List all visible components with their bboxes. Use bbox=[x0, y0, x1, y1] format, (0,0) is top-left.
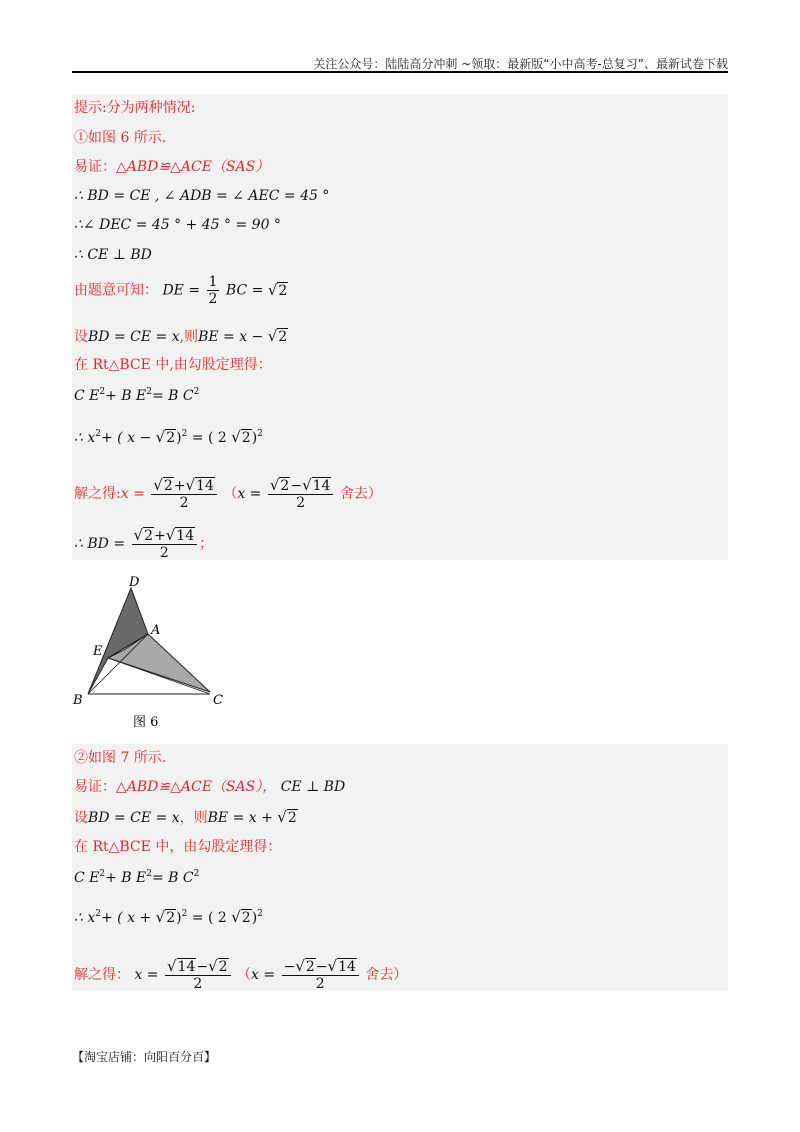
sqrt-two: √2 bbox=[155, 428, 176, 446]
case2-title: ②如图 7 所示. bbox=[74, 750, 167, 766]
root-fraction-positive: $\frac{√2+√14}{2}$ bbox=[151, 477, 217, 511]
denominator: 2 bbox=[208, 291, 218, 307]
case2-let-line: 设BD = CE = x，则BE = x + √2 bbox=[74, 808, 297, 826]
equation-text: BD = CE = x bbox=[88, 329, 180, 345]
case2-equation: ∴ $x^2+$ ( x + √2)$^2$ = ( 2 √2)$^2$ bbox=[74, 908, 263, 926]
equation-text: ∴ CE ⊥ BD bbox=[74, 247, 152, 263]
case1-pythagoras-intro: 在 Rt△BCE 中,由勾股定理得： bbox=[74, 357, 272, 373]
hint-line: 提示:分为两种情况: bbox=[74, 100, 196, 116]
then-label: ,则 bbox=[179, 329, 199, 345]
page-header: 关注公众号：陆陆高分冲刺 ~领取：最新版“小中高考-总复习”、最新试卷下载 bbox=[313, 57, 728, 71]
numerator: 1 bbox=[208, 274, 218, 290]
sqrt-two: √2 bbox=[267, 280, 288, 299]
prove-label: 易证： bbox=[74, 159, 116, 175]
root-fraction-positive: $\frac{√14-√2}{2}$ bbox=[165, 958, 231, 992]
root-fraction-negative: $\frac{√2-√14}{2}$ bbox=[268, 477, 334, 511]
triangle-diagram bbox=[72, 574, 224, 730]
label-e: E bbox=[93, 644, 103, 659]
header-rule bbox=[72, 71, 728, 73]
equation-text: ∴ BD = CE , ∠ ADB = ∠ AEC = 45 ° bbox=[74, 188, 330, 204]
solve-label: 解之得: bbox=[74, 486, 121, 502]
figure-6 bbox=[72, 574, 224, 730]
case1-equation: ∴ $x^2+$ ( x − √2)$^2$ = ( 2 √2)$^2$ bbox=[74, 428, 263, 446]
equation-text: BE = x − bbox=[198, 329, 264, 345]
case2-pythagoras-formula: C $E^2+ B$ $E^2= B$ $C^2$ bbox=[74, 869, 200, 886]
answer-fraction: $\frac{√2+√14}{2}$ bbox=[132, 527, 198, 561]
given-label: 由题意可知： bbox=[74, 282, 158, 299]
prove-expression: △ABD≌△ACE（SAS） bbox=[116, 159, 270, 175]
fraction-half bbox=[207, 274, 220, 307]
label-c: C bbox=[213, 693, 223, 708]
case1-let-line bbox=[74, 326, 288, 347]
case2-prove-line: 易证：△ABD≌△ACE（SAS）， CE ⊥ BD bbox=[74, 779, 346, 795]
case1-title: ①如图 6 所示. bbox=[74, 130, 167, 146]
equation-text: DE = bbox=[162, 282, 201, 299]
figure-caption: 图 6 bbox=[133, 715, 159, 730]
case2-solution-line: 解之得： x = $\frac{√14-√2}{2}$ （x = $\frac{-√2-√14}{2}$ 舍去） bbox=[74, 957, 408, 992]
root-fraction-negative: $\frac{-√2-√14}{2}$ bbox=[282, 958, 359, 992]
radicand: 2 bbox=[278, 282, 288, 299]
case2-pythagoras-intro: 在 Rt△BCE 中，由勾股定理得： bbox=[74, 839, 282, 855]
case1-perpendicular-line bbox=[74, 245, 152, 265]
discard-label: 舍去） bbox=[339, 486, 382, 502]
sqrt-two: √2 bbox=[267, 327, 288, 345]
case1-equal-sides-line bbox=[74, 186, 329, 206]
equation-text: BC = bbox=[225, 282, 264, 299]
label-d: D bbox=[129, 575, 140, 590]
sqrt-two: √2 bbox=[231, 428, 251, 446]
case1-pythagoras-formula: C $E^2+ B$ $E^2= B$ $C^2$ bbox=[74, 387, 200, 404]
case1-angle-sum-line bbox=[74, 215, 281, 235]
page-footer: 【淘宝店铺：向阳百分百】 bbox=[72, 1050, 217, 1064]
let-label: 设 bbox=[74, 329, 88, 345]
case1-de-line bbox=[74, 274, 288, 307]
case1-solution-line: 解之得:x = $\frac{√2+√14}{2}$ （x = $\frac{√2-√14}{2}$ 舍去） bbox=[74, 476, 382, 511]
case1-answer-line: ∴ BD = $\frac{√2+√14}{2}$ ； bbox=[74, 526, 214, 561]
label-a: A bbox=[151, 623, 161, 638]
equation-text: ∴∠ DEC = 45 ° + 45 ° = 90 ° bbox=[74, 217, 281, 233]
label-b: B bbox=[73, 693, 83, 708]
case1-prove-line bbox=[74, 157, 269, 177]
